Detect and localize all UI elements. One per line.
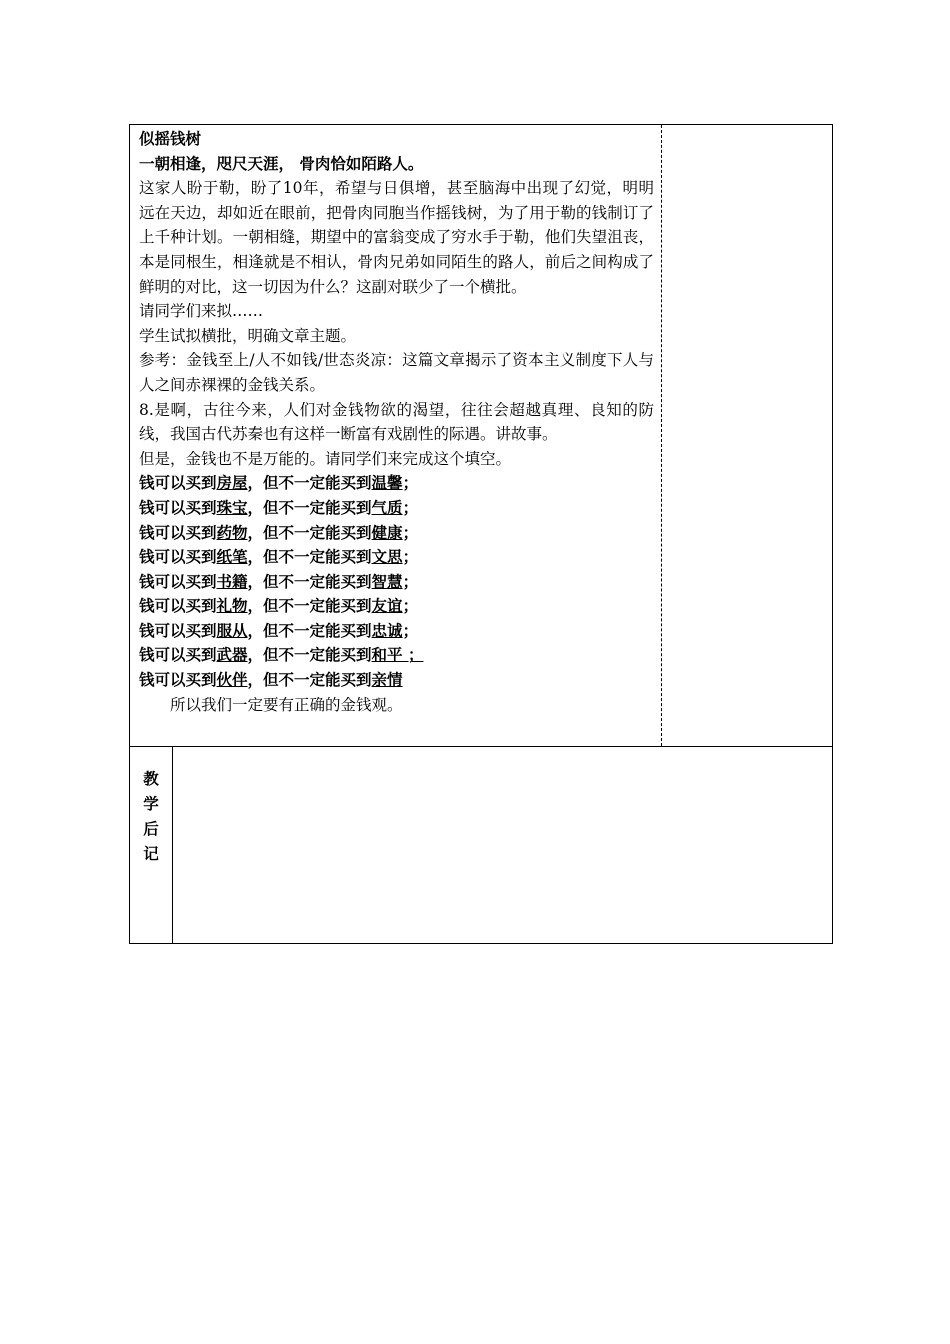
- money-line: 钱可以买到书籍，但不一定能买到智慧；: [139, 571, 419, 591]
- money-lines: [139, 471, 654, 692]
- money-line: 钱可以买到药物，但不一定能买到健康；: [139, 522, 419, 542]
- conclusion: 所以我们一定要有正确的金钱观。: [170, 695, 403, 714]
- lesson-table: [129, 124, 833, 747]
- money-line: 钱可以买到纸笔，但不一定能买到文思；: [139, 547, 419, 567]
- money-line: 钱可以买到伙伴，但不一定能买到亲情: [139, 670, 403, 690]
- reflection-label-char: 教: [143, 769, 159, 788]
- paragraph-1: 这家人盼于勒，盼了10年，希望与日俱增，甚至脑海中出现了幻觉，明明远在天边，却如近在眼前，把骨肉同胞当作摇钱树，为了用于勒的钱制订了上千种计划。一朝相缝，期望中的富翁变成了穷水手于勒，他们失望沮丧，本是同根生，相逢就是不相认，骨肉兄弟如同陌生的路人，前后之间构成了鲜明的对比，这一切因为什么？这副对联少了一个横批。: [139, 179, 654, 296]
- reflection-label-char: 后: [143, 819, 159, 838]
- student-task: 学生试拟横批，明确文章主题。: [139, 326, 357, 345]
- prompt-line: 请同学们来拟……: [139, 302, 264, 321]
- money-line: 钱可以买到珠宝，但不一定能买到气质；: [139, 497, 419, 517]
- couplet: 一朝相逢，咫尺天涯， 骨肉恰如陌路人。: [139, 153, 424, 173]
- money-line: 钱可以买到房屋，但不一定能买到温馨；: [139, 473, 419, 493]
- reference-line: 参考：金钱至上/人不如钱/世态炎凉：这篇文章揭示了资本主义制度下人与人之间赤裸裸的金钱关系。: [139, 351, 654, 394]
- money-line: 钱可以买到礼物，但不一定能买到友谊；: [139, 596, 419, 616]
- reflection-label-char: 学: [143, 794, 159, 813]
- section-title: 似摇钱树: [139, 129, 202, 148]
- money-line: 钱可以买到武器，但不一定能买到和平 ；: [139, 645, 424, 665]
- reflection-label-cell: [130, 746, 173, 943]
- reflection-label-char: 记: [143, 844, 159, 863]
- column-divider: [661, 125, 662, 746]
- lesson-content: [139, 127, 654, 717]
- point-8: 8.是啊，古往今来，人们对金钱物欲的渴望，往往会超越真理、良知的防线，我国古代苏秦也有这样一断富有戏剧性的际遇。讲故事。: [139, 400, 654, 444]
- transition-line: 但是，金钱也不是万能的。请同学们来完成这个填空。: [139, 449, 512, 468]
- reflection-table: [129, 746, 833, 944]
- money-line: 钱可以买到服从，但不一定能买到忠诚；: [139, 620, 419, 640]
